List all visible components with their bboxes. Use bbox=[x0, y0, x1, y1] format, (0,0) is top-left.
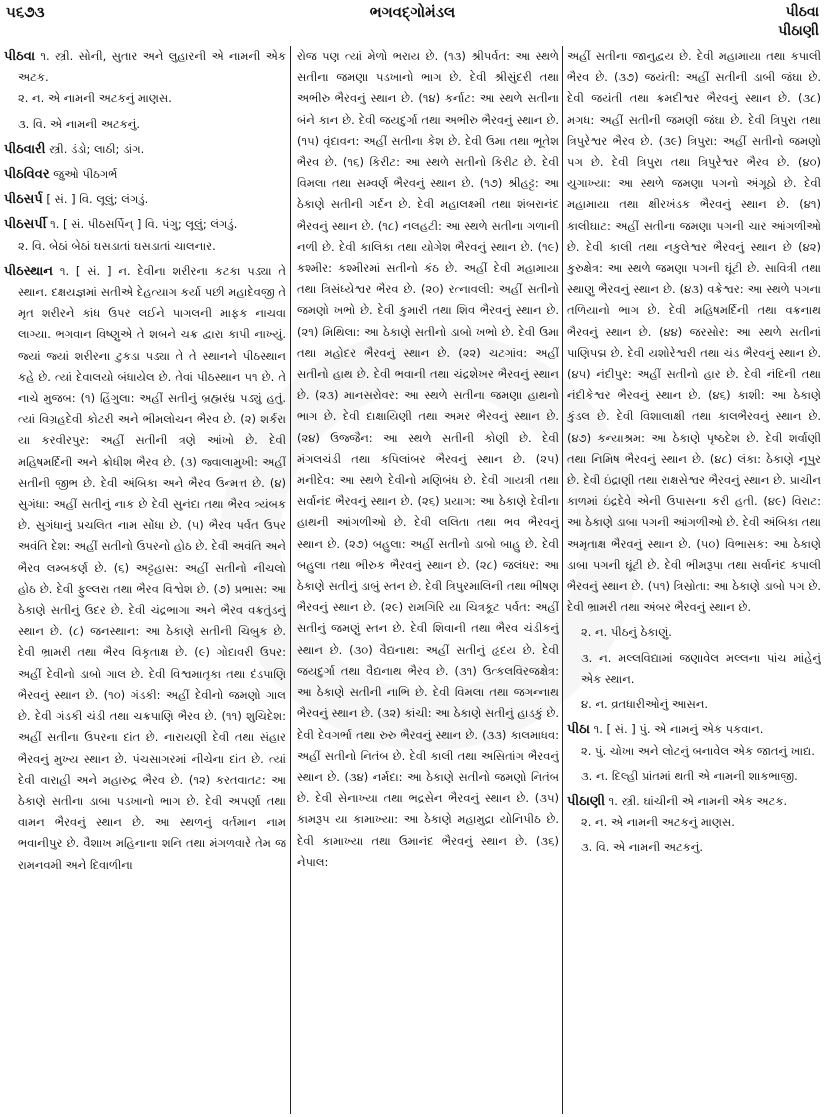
dictionary-entry bbox=[4, 261, 286, 876]
column-divider bbox=[290, 46, 291, 1114]
dictionary-entry bbox=[4, 189, 286, 210]
headword: પીઠાણી bbox=[567, 793, 605, 809]
sense: ૨. વિ. બેઠાં બેઠાં ઘસડાતાં ઘસડાતાં ચાલનાર. bbox=[18, 238, 216, 253]
column-1 bbox=[4, 46, 286, 1114]
page-header bbox=[0, 0, 825, 44]
dictionary-entry bbox=[4, 139, 286, 160]
sense: ૧. [ સં. ] ન. દેવીના શરીરના કટકા પડ્યા તે સ્થાન. દક્ષયજ્ઞમાં સતીએ દેહત્યાગ કર્યા પછી મહાદેવજી તે મૃત શરીરને કાંધ ઉપર લઈને પાગલની માફક નાચવા લાગ્યા. ભગવાન વિષ્ણુએ તે શબને ચક્ર દ્વારા કાપી નાખ્યું. જ્યાં જ્યાં શરીરના ટુકડા પડ્યા તે તે સ્થાનને પીઠસ્થાન કહે છે. ત્યાં દેવાલયો બંધાયેલ છે. તેવાં પીઠસ્થાન ૫૧ છે. તે નાચે મુજબ: (૧) હિંગુલા: અહીં સતીનું બ્રહ્મરંધ્ર પડ્યું હતું. ત્યાં વિગ્રહદેવી કોટરી અને ભીમલોચન ભૈરવ છે. (૨) શર્કરા યા કરવીરપુર: અહીં સતીની ત્રણે આંખો છે. દેવી મહિષમર્દિની અને ક્રોધીશ ભૈરવ છે. (૩) જ્વાલામુખી: અહીં સતીની જીભ છે. દેવી અંબિકા અને ભૈરવ ઉન્મત્ત છે. (૪) સુગંધા: અહીં સતીનું નાક છે દેવી સુનંદા તથા ભૈરવ ત્ર્યંબક છે. સુગંધાનું પ્રચલિત નામ સોંધા છે. (૫) ભૈરવ પર્વત ઉપર અવંતિ દેશ: અહીં સતીનો ઉપરનો હોઠ છે. દેવી અવંતિ અને ભૈરવ લમ્બકર્ણ છે. (૬) અટ્ટહાસ: અહીં સતીનો નીચલો હોઠ છે. દેવી ફુલ્લરા તથા ભૈરવ વિશ્વેશ છે. (૭) પ્રભાસ: આ ઠેકાણે સતીનું ઉદર છે. દેવી ચંદ્રભાગા અને ભૈરવ વક્રતુંડનું સ્થાન છે. (૮) જનસ્થાન: આ ઠેકાણે સતીની ચિબુક છે. દેવી ભ્રામરી તથા ભૈરવ વિકૃતાક્ષ છે. (૯) ગોદાવરી ઉપર: અહીં દેવીનો ડાબો ગાલ છે. દેવી વિશ્વમાતૃકા તથા દંડપાણિ ભૈરવનું સ્થાન છે. (૧૦) ગંડકી: અહીં દેવીનો જમણો ગાલ છે. દેવી ગંડકી ચંડી તથા ચક્રપાણિ ભૈરવ છે. (૧૧) શુચિદેશ: અહીં સતીના ઉપરના દાંત છે. નારાયણી દેવી તથા સંહાર ભૈરવનું મુખ્ય સ્થાન છે. પંચસાગરમાં નીચેના દાંત છે. ત્યાં દેવી વારાહી અને મહારુદ્ર ભૈરવ છે. (૧૨) કરતવાતટ: આ ઠેકાણે સતીના ડાબા પડખાનો ભાગ છે. દેવી અપર્ણા તથા વામન ભૈરવનું સ્થાન છે. આ સ્થળનું વર્તમાન નામ ભવાનીપુર છે. વૈશાખ મહિનાના શનિ તથા મંગળવારે તેમ જ રામનવમી અને દિવાળીના bbox=[18, 263, 286, 872]
sense: ૧. [ સં. પીઠસર્પિન્ ] વિ. પંગુ; લૂલું; લંગડું. bbox=[50, 217, 238, 232]
guide-word-last: પીઠાણી bbox=[778, 23, 819, 39]
headword: પીઠવિવર bbox=[4, 167, 50, 183]
dictionary-entry bbox=[567, 791, 821, 859]
sense: ૪. ન. વ્રતધારીઓનું આસન. bbox=[581, 697, 709, 712]
sense: ૨. ન. પીઠનું ઠેકાણું. bbox=[581, 625, 672, 640]
dictionary-entry bbox=[4, 46, 286, 135]
column-2 bbox=[297, 46, 559, 1114]
page-number: ૫૬૭૩ bbox=[6, 3, 45, 21]
headword: પીઠસર્પી bbox=[4, 217, 47, 233]
entry-continuation: અહીં સતીના જાનુદ્વય છે. દેવી મહામાયા તથા કપાલી ભૈરવ છે. (૩૭) જયંતી: અહીં સતીની ડાબી જંઘા છે. દેવી જયંતી તથા ક્રમદીશ્વર ભૈરવનું સ્થાન છે. (૩૮) મગધ: અહીં સતીની જમણી જંઘા છે. દેવી ત્રિપુરા તથા ત્રિપુરેશ્વર ભૈરવ છે. (૩૯) ત્રિપુરા: અહીં સતીનો જમણો પગ છે. દેવી ત્રિપુરા તથા ત્રિપુરેશ્વર ભૈરવ છે. (૪૦) યુગાખ્યા: આ સ્થળે જમણા પગનો અંગૂઠો છે. દેવી મહામાયા તથા ક્ષીરખંડક ભૈરવનું સ્થાન છે. (૪૧) કાલીઘાટ: અહીં સતીના જમણા પગની ચાર આંગળીઓ છે. દેવી કાલી તથા નકુલેશ્વર ભૈરવનું સ્થાન છે (૪૨) કુરુક્ષેત્ર: આ સ્થળે જમણા પગની ઘૂંટી છે. સાવિત્રી તથા સ્થાણુ ભૈરવનું સ્થાન છે. (૪૩) વક્રેશ્વર: આ સ્થળે પગના તળિયાનો ભાગ છે. દેવી મહિષમર્દિની તથા વક્રનાથ ભૈરવનું સ્થાન છે. (૪૪) જરસોર: આ સ્થળે સતીનાં પાણિપદ્મ છે. દેવી યશોરેશ્વરી તથા ચંડ ભૈરવનું સ્થાન છે. (૪૫) નંદીપુર: અહીં સતીનો હાર છે. દેવી નંદિની તથા નંદીકેશ્વર ભૈરવનું સ્થાન છે. (૪૬) કાશી: આ ઠેકાણે કુંડલ છે. દેવી વિશાલાક્ષી તથા કાલભૈરવનું સ્થાન છે. (૪૭) કન્યાશ્રમ: આ ઠેકાણે પૃષ્ઠદેશ છે. દેવી શર્વાણી તથા નિમિષ ભૈરવનું સ્થાન છે. (૪૮) લંકા: ઠેકાણે નૂપુર છે. દેવી ઇંદ્રાણી તથા રાક્ષસેશ્વર ભૈરવનું સ્થાન છે. પ્રાચીન કાળમાં ઇંદ્રદેવે એની ઉપાસના કરી હતી. (૪૯) વિરાટ: આ ઠેકાણે ડાબા પગની આંગળીઓ છે. દેવી અંબિકા તથા અમૃતાક્ષ ભૈરવનું સ્થાન છે. (૫૦) વિભાસક: આ ઠેકાણે ડાબા પગની ઘૂંટી છે. દેવી ભીમરૂપા તથા સર્વાનંદ કપાલી ભૈરવનું સ્થાન છે. (૫૧) ત્રિસ્રોતા: આ ઠેકાણે ડાબો પગ છે. દેવી ભ્રામરી તથા અંબર ભૈરવનું સ્થાન છે. bbox=[567, 49, 821, 615]
sense: ૧. સ્ત્રી. સોની, સુતાર અને લુહારની એ નામની એક અટક. bbox=[18, 49, 286, 85]
guide-words bbox=[778, 3, 819, 41]
dictionary-entry bbox=[567, 719, 821, 787]
headword: પીઠવારી bbox=[4, 141, 46, 157]
cross-reference: જુઓ પીઠગર્ભ bbox=[53, 167, 118, 182]
entry-continuation: રોજ પણ ત્યાં મેળો ભરાય છે. (૧૩) શ્રીપર્વત: આ સ્થળે સતીના જમણા પડખાનો ભાગ છે. દેવી શ્રીસુંદરી તથા અભીરુ ભૈરવનું સ્થાન છે. (૧૪) કર્નાટ: આ સ્થળે સતીના બંને કાન છે. દેવી જયદુર્ગા તથા અભીરુ ભૈરવનું સ્થાન છે. (૧૫) વૃંદાવન: અહીં સતીના કેશ છે. દેવી ઉમા તથા ભૂતેશ ભૈરવ છે. (૧૬) કિરીટ: આ સ્થળે સતીનો કિરીટ છે. દેવી વિમલા તથા સમ્વર્ણ ભૈરવનું સ્થાન છે. (૧૭) શ્રીહટ્ટ: આ ઠેકાણે સતીની ગર્દન છે. દેવી મહાલક્ષ્મી તથા શંબરાનંદ ભૈરવનું સ્થાન છે. (૧૮) નલહટી: આ સ્થળે સતીના ગળાની નળી છે. દેવી કાલિકા તથા યોગેશ ભૈરવનું સ્થાન છે. (૧૯) કશ્મીર: કશ્મીરમાં સતીનો કંઠ છે. અહીં દેવી મહામાયા તથા ત્રિસંધ્યેશ્વર ભૈરવ છે. (૨૦) રત્નાવલી: અહીં સતીનો જમણો ખભો છે. દેવી કુમારી તથા શિવ ભૈરવનું સ્થાન છે. (૨૧) મિથિલા: આ ઠેકાણે સતીનો ડાબો ખભો છે. દેવી ઉમા તથા મહોદર ભૈરવનું સ્થાન છે. (૨૨) ચટગાંવ: અહીં સતીનો હાથ છે. દેવી ભવાની તથા ચંદ્રશેખર ભૈરવનું સ્થાન છે. (૨૩) માનસરોવર: આ સ્થળે સતીના જમણા હાથનો ભાગ છે. દેવી દાક્ષાયિણી તથા અમર ભૈરવનું સ્થાન છે. (૨૪) ઉજ્જૈન: આ સ્થળે સતીની કોણી છે. દેવી મંગલચંડી તથા કપિલાંબર ભૈરવનું સ્થાન છે. (૨૫) મનીદેવ: આ સ્થળે દેવીનો મણિબંધ છે. દેવી ગાયત્રી તથા સર્વાનંદ ભૈરવનું સ્થાન છે. (૨૬) પ્રયાગ: આ ઠેકાણે દેવીના હાથની આંગળીઓ છે. દેવી લલિતા તથા ભવ ભૈરવનું સ્થાન છે. (૨૭) બહુલા: અહીં સતીનો ડાબો બાહુ છે. દેવી બહુલા તથા ભીરુક ભૈરવનું સ્થાન છે. (૨૮) જલંધર: આ ઠેકાણે સતીનું ડાબું સ્તન છે. દેવી ત્રિપુરમાલિની તથા ભીષણ ભૈરવનું સ્થાન છે. (૨૯) રામગિરિ યા ચિત્રકૂટ પર્વત: અહીં સતીનું જમણું સ્તન છે. દેવી શિવાની તથા ભૈરવ ચંડીકનું સ્થાન છે. (૩૦) વૈદ્યનાથ: અહીં સતીનું હૃદય છે. દેવી જયદુર્ગા તથા વૈદ્યનાથ ભૈરવ છે. (૩૧) ઉત્કલવિરજક્ષેત્ર: આ ઠેકાણે સતીની નાભિ છે. દેવી વિમલા તથા જગન્નાથ ભૈરવનું સ્થાન છે. (૩૨) કાંચી: આ ઠેકાણે સતીનું હાડકું છે. દેવી દેવગર્ભા તથા રુરુ ભૈરવનું સ્થાન છે. (૩૩) કાલમાધવ: અહીં સતીનો નિતંબ છે. દેવી કાલી તથા અસિતાંગ ભૈરવનું સ્થાન છે. (૩૪) નર્મદા: આ ઠેકાણે સતીનો જમણો નિતંબ છે. દેવી સેનાખ્યા તથા ભદ્રસેન ભૈરવનું સ્થાન છે. (૩૫) કામરૂપ યા કામાખ્યા: આ ઠેકાણે મહામુદ્રા યોનિપીઠ છે. દેવી કામાખ્યા તથા ઉમાનંદ ભૈરવનું સ્થાન છે. (૩૬) નેપાલ: bbox=[297, 49, 559, 869]
dictionary-entry bbox=[4, 164, 286, 185]
dictionary-entry bbox=[4, 214, 286, 256]
sense: ૩. વિ. એ નામની અટકનું. bbox=[18, 116, 141, 131]
sense: ૩. વિ. એ નામની અટકનું. bbox=[581, 840, 704, 855]
running-title: ભગવદ્ગોમંડલ bbox=[369, 3, 456, 21]
headword: પીઠા bbox=[567, 722, 590, 738]
sense: સ્ત્રી. ડંડો; લાઠી; ડાંગ. bbox=[49, 141, 145, 156]
column-3 bbox=[567, 46, 821, 1114]
headword: પીઠસ્થાન bbox=[4, 263, 53, 279]
column-divider bbox=[562, 46, 563, 1114]
sense: ૧. સ્ત્રી. ઘાંચીની એ નામની એક અટક. bbox=[608, 793, 788, 808]
headword: પીઠવા bbox=[4, 49, 36, 64]
sense: ૩. ન. મલ્લવિદ્યામાં જણાવેલ મલ્લના પાંચ માંહેનું એક સ્થાન. bbox=[581, 650, 821, 686]
sense: ૩. ન. દિલ્હી પ્રાંતમાં થતી એ નામની શાકભાજી. bbox=[581, 768, 798, 783]
sense: ૨. ન. એ નામની અટકનું માણસ. bbox=[18, 91, 172, 106]
sense: ૧. [ સં. ] પું. એ નામનું એક પકવાન. bbox=[593, 722, 764, 737]
sense: ૨. ન. એ નામની અટકનું માણસ. bbox=[581, 815, 735, 830]
sense: ૨. પું. ચોખા અને લોટનું બનાવેલ એક જાતનું ખાદ્ય. bbox=[581, 743, 815, 758]
sense: [ સં. ] વિ. લૂલું; લંગડું. bbox=[46, 192, 149, 207]
headword: પીઠસર્પ bbox=[4, 192, 43, 208]
guide-word-first: પીઠવા bbox=[785, 4, 819, 20]
